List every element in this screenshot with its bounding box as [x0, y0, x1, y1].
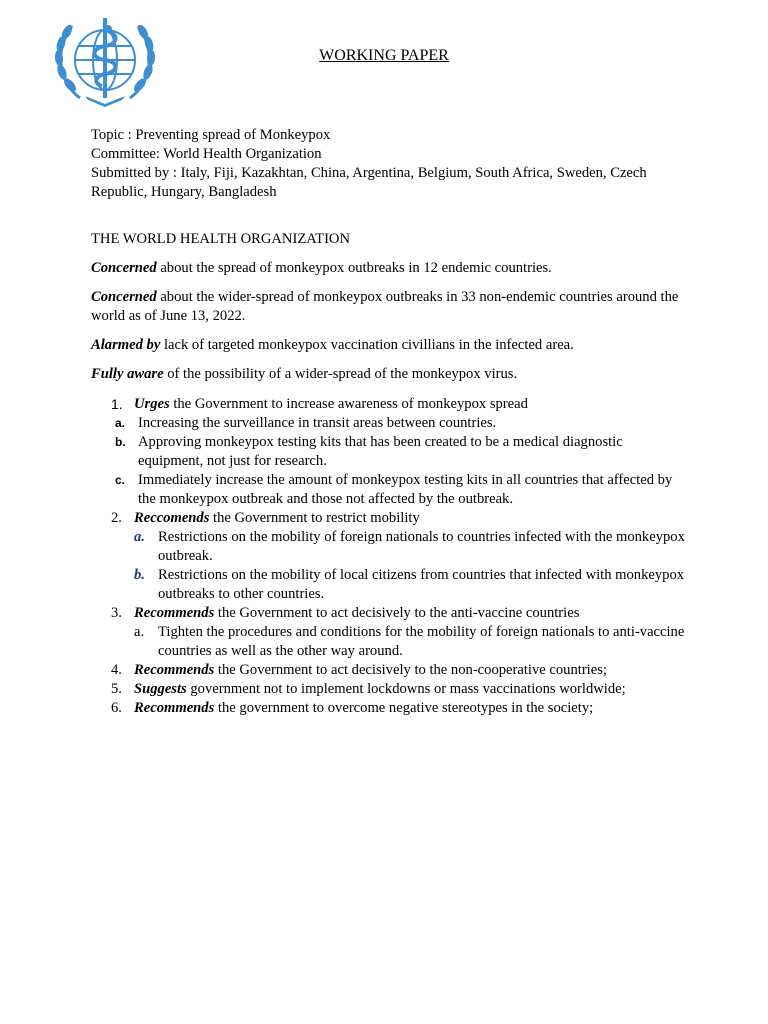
operative-clause: 6. Recommends the government to overcome negative stereotypes in the society;: [111, 700, 594, 716]
topic-line: Topic : Preventing spread of Monkeypox: [91, 127, 331, 143]
preamble-clause: Concerned about the spread of monkeypox outbreaks in 12 endemic countries.: [91, 260, 552, 276]
organization-heading: THE WORLD HEALTH ORGANIZATION: [91, 231, 351, 247]
operative-clause: 5. Suggests government not to implement lockdowns or mass vaccinations worldwide;: [111, 681, 626, 697]
sub-clauses: [134, 623, 691, 661]
sub-clause: b. Restrictions on the mobility of local citizens from countries that infected with monkeypox outbreaks to other countries.: [134, 567, 685, 602]
sub-clause: a. Increasing the surveillance in transit areas between countries.: [115, 415, 497, 431]
clause-number: 6.: [111, 700, 122, 716]
operative-clause: 1. Urges the Government to increase awareness of monkeypox spread a. Increasing the surveillance in transit areas between countries. b. Approving monkeypox testing kits that has been created to be a medical diagnostic equipment, not just for research. c. Immediately increase the amount of monkeypox testing kits in all countries that affected by the monkeypox outbreak and those not affected by the outbreak.: [91, 395, 691, 509]
sub-clause: b. Approving monkeypox testing kits that has been created to be a medical diagnostic equipment, not just for research.: [115, 434, 623, 469]
document-body: [91, 126, 691, 718]
sub-clause: a. Restrictions on the mobility of foreign nationals to countries infected with the monkeypox outbreak.: [134, 529, 685, 564]
operative-clause: 4. Recommends the Government to act decisively to the non-cooperative countries;: [111, 662, 607, 678]
clause-number: 5.: [111, 681, 122, 697]
operative-clauses: [91, 395, 691, 718]
sub-clauses: [134, 528, 691, 604]
clause-number: 1.: [111, 396, 123, 412]
committee-line: Committee: World Health Organization: [91, 146, 322, 162]
submitted-by-line: Submitted by : Italy, Fiji, Kazakhtan, China, Argentina, Belgium, South Africa, Sweden, Czech Republic, Hungary, Bangladesh: [91, 165, 647, 200]
preamble-clause: Alarmed by lack of targeted monkeypox vaccination civillians in the infected area.: [91, 337, 574, 353]
sub-clause: c. Immediately increase the amount of monkeypox testing kits in all countries that affected by the monkeypox outbreak and those not affected by the outbreak.: [115, 472, 673, 507]
operative-clause: 3. Recommends the Government to act decisively to the anti-vaccine countries a. Tighten the procedures and conditions for the mobility of foreign nationals to anti-vaccine countries as well as the other way around.: [91, 604, 691, 661]
sub-clause: a. Tighten the procedures and conditions for the mobility of foreign nationals to anti-vaccine countries as well as the other way around.: [134, 624, 685, 659]
document-title: WORKING PAPER: [319, 47, 449, 64]
sub-clauses: [91, 414, 691, 509]
preamble-clause: Fully aware of the possibility of a wider-spread of the monkeypox virus.: [91, 366, 518, 382]
preamble-clause: Concerned about the wider-spread of monkeypox outbreaks in 33 non-endemic countries around the world as of June 13, 2022.: [91, 289, 679, 324]
clause-number: 3.: [111, 605, 122, 621]
clause-number: 2.: [111, 510, 122, 526]
clause-number: 4.: [111, 662, 122, 678]
document-meta: [91, 126, 691, 202]
operative-clause: 2. Reccomends the Government to restrict mobility a. Restrictions on the mobility of foreign nationals to countries infected with the monkeypox outbreak. b. Restrictions on the mobility of local citizens from countries that infected with monkeypox outbreaks to other countries.: [91, 509, 691, 604]
